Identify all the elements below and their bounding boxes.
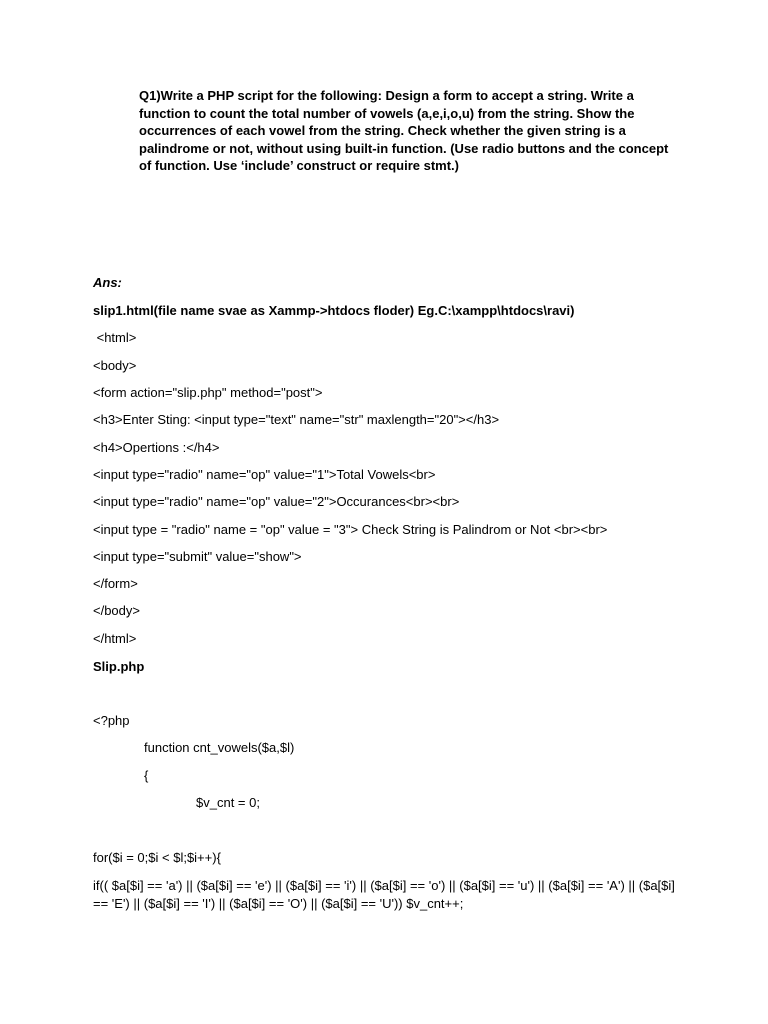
code-line: </body> bbox=[93, 603, 140, 618]
answer-label: Ans: bbox=[93, 275, 122, 290]
php-file-heading: Slip.php bbox=[93, 659, 145, 674]
code-line: <h4>Opertions :</h4> bbox=[93, 440, 220, 455]
php-init: $v_cnt = 0; bbox=[196, 795, 260, 810]
code-line: <input type="submit" value="show"> bbox=[93, 549, 302, 564]
html-file-heading: slip1.html(file name svae as Xammp->htdocs floder) Eg.C:\xampp\htdocs\ravi) bbox=[93, 303, 575, 318]
php-for-loop: for($i = 0;$i < $l;$i++){ bbox=[93, 850, 221, 865]
code-line: <input type = "radio" name = "op" value = "3"> Check String is Palindrom or Not <br><br> bbox=[93, 522, 608, 537]
code-line: <input type="radio" name="op" value="2">Occurances<br><br> bbox=[93, 494, 460, 509]
code-line: </html> bbox=[93, 631, 137, 646]
code-line: <form action="slip.php" method="post"> bbox=[93, 385, 323, 400]
php-function-decl: function cnt_vowels($a,$l) bbox=[144, 740, 295, 755]
code-line: <h3>Enter Sting: <input type="text" name="str" maxlength="20"></h3> bbox=[93, 412, 500, 427]
code-line: <html> bbox=[93, 330, 137, 345]
code-line: <input type="radio" name="op" value="1">Total Vowels<br> bbox=[93, 467, 436, 482]
code-line: </form> bbox=[93, 576, 138, 591]
php-open-tag: <?php bbox=[93, 713, 130, 728]
php-if-condition: if(( $a[$i] == 'a') || ($a[$i] == 'e') || ($a[$i] == 'i') || ($a[$i] == 'o') || ($a[$i] == 'u') || ($a[$i] == 'A') || ($a[$i] == 'E') || ($a[$i] == 'I') || ($a[$i] == 'O') || ($a[$i] == 'U')) $v_cnt++; bbox=[93, 878, 675, 911]
question-text: Q1)Write a PHP script for the following: Design a form to accept a string. Write a function to count the total number of vowels (a,e,i,o,u) from the string. Show the occurrences of each vowel from the string. Check whether the given string is a palindrome or not, without using built-in function. (Use radio buttons and the concept of function. Use ‘include’ construct or require stmt.) bbox=[139, 88, 669, 174]
php-open-brace: { bbox=[144, 768, 149, 783]
code-line: <body> bbox=[93, 358, 137, 373]
